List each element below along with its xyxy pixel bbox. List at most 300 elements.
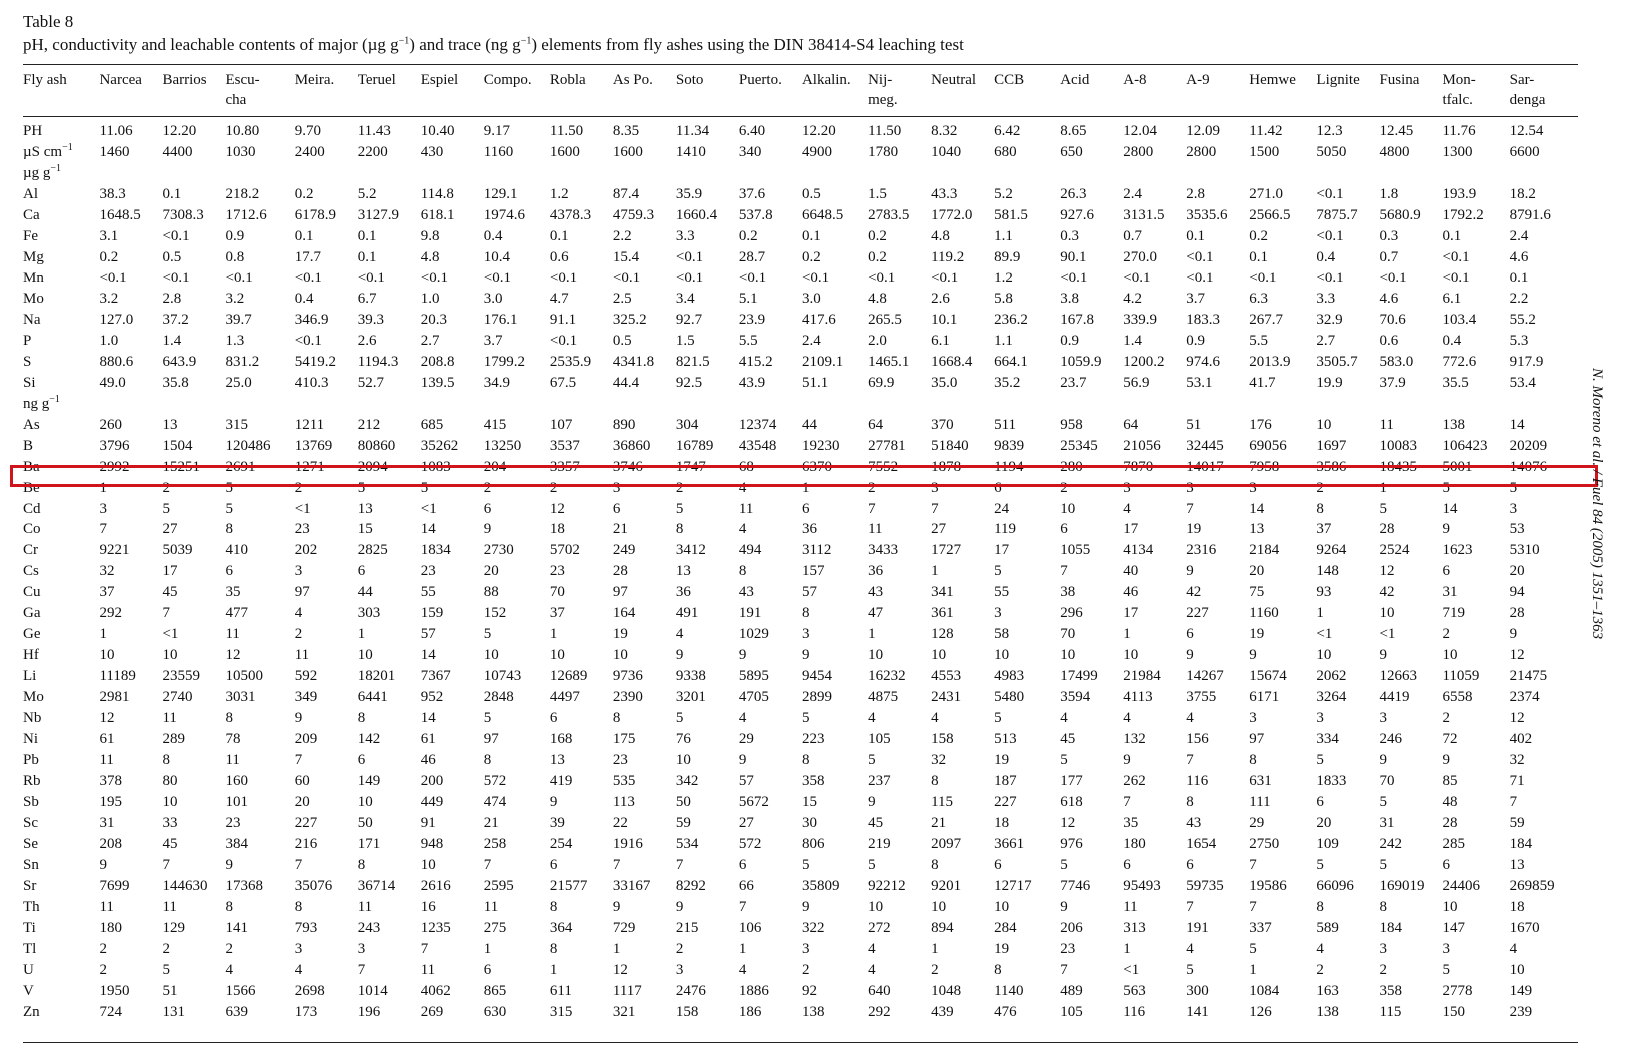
table-cell: 4 [1123, 500, 1131, 517]
table-cell: 0.9 [1060, 332, 1079, 349]
table-cell: 4900 [801, 143, 832, 160]
table-cell: 12 [549, 500, 565, 517]
table-cell: 3.3 [1316, 290, 1336, 307]
table-cell: 149 [357, 773, 381, 790]
table-cell: 14076 [1509, 458, 1548, 475]
table-cell: 173 [294, 1003, 318, 1020]
table-cell: <0.1 [549, 332, 578, 349]
table-cell: 581.5 [994, 206, 1028, 223]
row-label: Rb [23, 773, 41, 790]
table-cell: 337 [1249, 919, 1272, 936]
table-cell: 11 [99, 898, 114, 915]
table-cell: 127.0 [99, 311, 134, 328]
table-cell: 191 [1186, 919, 1209, 936]
table-cell: 9 [483, 521, 492, 538]
table-cell: 9 [1442, 521, 1450, 538]
table-cell: 1140 [994, 982, 1024, 999]
table-cell: 7 [162, 605, 170, 622]
table-cell: 3 [1379, 710, 1387, 727]
table-cell: 958 [1060, 416, 1083, 433]
table-cell: 384 [225, 836, 248, 852]
table-cell: 262 [1123, 773, 1146, 790]
table-cell: 101 [225, 794, 248, 811]
table-cell: 7 [1186, 500, 1194, 517]
table-cell: 9 [801, 647, 810, 664]
table-cell: 358 [1379, 982, 1402, 999]
table-cell: 2 [675, 940, 684, 957]
table-cell: 12 [1060, 815, 1076, 832]
table-cell: <1 [162, 626, 179, 643]
table-cell: 477 [225, 605, 248, 622]
table-cell: 5.3 [1509, 332, 1529, 349]
table-cell: 410.3 [294, 374, 329, 391]
table-cell: 4983 [994, 668, 1025, 685]
table-cell: 5.1 [738, 290, 758, 307]
table-cell: 11 [1379, 416, 1394, 433]
table-cell: 18.2 [1509, 185, 1536, 202]
table-cell: 142 [357, 731, 381, 748]
table-cell: 5 [162, 961, 170, 978]
table-cell: 70 [1060, 626, 1076, 643]
table-cell: 0.1 [1186, 227, 1205, 244]
table-cell: 10 [357, 794, 373, 811]
table-cell: 11.42 [1249, 123, 1283, 139]
table-cell: 439 [931, 1003, 954, 1020]
table-cell: 1 [99, 626, 107, 643]
table-cell: <0.1 [1123, 269, 1151, 286]
row-label: Tl [23, 940, 37, 957]
table-cell: 2 [931, 961, 939, 978]
table-cell: 4 [738, 710, 747, 727]
table-cell: 9 [1186, 647, 1194, 664]
table-cell: 10 [612, 647, 628, 664]
section-header-row [23, 163, 1578, 184]
table-cell: 39.7 [225, 311, 252, 328]
table-cell: 0.2 [294, 185, 314, 202]
table-cell: 37.6 [738, 185, 766, 202]
table-cell: 4378.3 [549, 206, 592, 223]
table-cell: 410 [225, 542, 248, 559]
table-cell: 1.1 [994, 227, 1013, 244]
table-cell: 16 [420, 898, 436, 915]
table-cell: 361 [931, 605, 954, 622]
table-cell: 9 [612, 898, 621, 915]
table-row [23, 310, 1578, 331]
table-cell: 176.1 [483, 311, 518, 328]
table-cell: 9 [738, 752, 747, 769]
table-cell: 1030 [225, 143, 256, 160]
table-cell: 2400 [294, 143, 325, 160]
table-cell: 1160 [483, 143, 514, 160]
table-cell: 304 [675, 416, 699, 433]
table-cell: 3586 [1316, 458, 1347, 475]
table-cell: 4 [1186, 940, 1194, 957]
column-header: Sar- denga [1509, 72, 1546, 108]
table-cell: 6 [357, 563, 366, 580]
table-row [23, 499, 1578, 520]
table-cell: 1504 [162, 437, 193, 454]
table-cell: 1712.6 [225, 206, 267, 223]
table-cell: 33 [162, 815, 178, 832]
table-cell: 2 [1316, 961, 1324, 978]
table-cell: 158 [675, 1003, 699, 1020]
data-table [23, 121, 1578, 1023]
table-cell: 3.2 [225, 290, 245, 307]
table-cell: 28 [612, 563, 628, 580]
table-cell: 23 [294, 521, 310, 538]
table-cell: 976 [1060, 836, 1083, 852]
column-header: Compo. [483, 72, 532, 88]
table-cell: 208.8 [420, 353, 455, 370]
table-cell: 6370 [801, 458, 832, 475]
table-cell: 42 [1186, 584, 1202, 601]
table-cell: 23 [549, 563, 565, 580]
table-cell: 0.5 [162, 248, 182, 265]
table-cell: 119.2 [931, 248, 965, 265]
table-cell: 8292 [675, 877, 706, 894]
table-cell: 3 [801, 940, 810, 957]
table-cell: 46 [420, 752, 436, 769]
table-cell: 342 [675, 773, 699, 790]
table-cell: 246 [1379, 731, 1402, 748]
row-label: Ba [23, 458, 40, 475]
table-cell: 17.7 [294, 248, 321, 265]
table-cell: <0.1 [1316, 227, 1344, 244]
table-cell: 3 [1186, 479, 1194, 496]
table-cell: 10 [994, 647, 1010, 664]
table-cell: 12.45 [1379, 123, 1414, 139]
table-cell: 36 [801, 521, 817, 538]
table-cell: 2 [162, 479, 170, 496]
table-row [23, 666, 1578, 687]
table-cell: 3 [612, 479, 621, 496]
table-cell: 1194 [994, 458, 1024, 475]
table-cell: 32 [1509, 752, 1525, 769]
table-cell: <0.1 [801, 269, 830, 286]
table-cell: 4.8 [931, 227, 950, 244]
table-cell: 3 [994, 605, 1002, 622]
table-cell: 5.5 [738, 332, 758, 349]
table-cell: 1654 [1186, 836, 1217, 852]
table-cell: 402 [1509, 731, 1533, 748]
table-cell: 2200 [357, 143, 388, 160]
column-header: A-8 [1123, 72, 1147, 88]
table-cell: 3 [675, 961, 684, 978]
table-cell: 37.9 [1379, 374, 1406, 391]
table-cell: 358 [801, 773, 825, 790]
table-cell: 8 [225, 710, 233, 727]
table-cell: 115 [1379, 1003, 1402, 1020]
table-cell: 2097 [931, 836, 962, 852]
table-cell: 6 [225, 563, 233, 580]
table-cell: 36860 [612, 437, 651, 454]
table-cell: 59 [1509, 815, 1525, 832]
table-cell: 89.9 [994, 248, 1021, 265]
table-cell: 19 [1186, 521, 1202, 538]
table-cell: 44 [801, 416, 817, 433]
table-cell: 0.9 [1186, 332, 1205, 349]
table-cell: 36714 [357, 877, 396, 894]
table-cell: 948 [420, 836, 444, 852]
table-cell: 15 [357, 521, 373, 538]
table-cell: 2.8 [1186, 185, 1205, 202]
table-cell: <1 [294, 500, 311, 517]
table-cell: 589 [1316, 919, 1339, 936]
table-cell: 0.7 [1379, 248, 1399, 265]
table-cell: 9 [1442, 752, 1450, 769]
table-cell: 227 [994, 794, 1017, 811]
table-cell: 0.6 [549, 248, 569, 265]
table-cell: 2 [294, 626, 303, 643]
table-cell: 270.0 [1123, 248, 1157, 265]
table-cell: 8 [225, 898, 233, 915]
table-cell: <0.1 [675, 248, 704, 265]
table-cell: 0.1 [1249, 248, 1269, 265]
table-cell: 3201 [675, 689, 706, 706]
table-cell: 315 [225, 416, 248, 433]
table-cell: 4 [1186, 710, 1194, 727]
table-cell: <0.1 [162, 227, 190, 244]
row-label: Ge [23, 626, 41, 643]
table-cell: 5 [1060, 752, 1068, 769]
table-row [23, 645, 1578, 666]
table-cell: 2778 [1442, 982, 1473, 999]
table-cell: 7746 [1060, 877, 1091, 894]
table-cell: 6441 [357, 689, 388, 706]
table-cell: 5 [1316, 856, 1324, 873]
table-cell: 1648.5 [99, 206, 141, 223]
table-cell: 20 [1249, 563, 1265, 580]
table-cell: 57 [801, 584, 817, 601]
table-cell: 1.4 [162, 332, 182, 349]
table-cell: 280 [1060, 458, 1083, 475]
table-cell: 1792.2 [1442, 206, 1484, 223]
table-cell: 35 [1123, 815, 1139, 832]
table-row [23, 834, 1578, 855]
table-cell: 1886 [738, 982, 769, 999]
table-cell: 160 [225, 773, 248, 790]
table-cell: 8 [1316, 898, 1324, 915]
table-cell: 7699 [99, 877, 130, 894]
table-cell: 1 [1379, 479, 1387, 496]
table-cell: 20 [1509, 563, 1525, 580]
table-cell: 0.1 [162, 185, 182, 202]
table-cell: 15 [801, 794, 817, 811]
table-cell: 11 [1123, 898, 1138, 915]
table-cell: 91.1 [549, 311, 577, 328]
row-label: B [23, 437, 34, 454]
row-label: Be [23, 479, 40, 496]
table-cell: 38.3 [99, 185, 126, 202]
table-cell: 1 [801, 479, 810, 496]
table-row [23, 729, 1578, 750]
table-cell: 592 [294, 668, 318, 685]
column-header: A-9 [1186, 72, 1210, 88]
table-cell: 12374 [738, 416, 777, 433]
row-label: Ti [23, 919, 36, 936]
table-cell: 6171 [1249, 689, 1280, 706]
table-cell: 1 [1249, 961, 1257, 978]
row-label: Fe [23, 227, 38, 244]
table-cell: 14 [1442, 500, 1458, 517]
table-cell: 5 [1316, 752, 1324, 769]
table-cell: 9201 [931, 877, 962, 894]
table-cell: 138 [1442, 416, 1465, 433]
table-cell: 0.2 [868, 227, 887, 244]
table-cell: 19.9 [1316, 374, 1343, 391]
table-cell: 35.0 [931, 374, 958, 391]
table-cell: 5 [420, 479, 429, 496]
table-cell: 10.1 [931, 311, 958, 328]
table-cell: 0.4 [1442, 332, 1462, 349]
table-cell: 7 [483, 856, 492, 873]
table-cell: 269 [420, 1003, 444, 1020]
table-cell: 11.50 [868, 123, 902, 139]
table-cell: 9 [1379, 752, 1387, 769]
table-cell: 292 [99, 605, 122, 622]
table-cell: 12.54 [1509, 123, 1544, 139]
table-cell: 489 [1060, 982, 1083, 999]
table-cell: 2992 [99, 458, 130, 475]
table-cell: <0.1 [1316, 185, 1344, 202]
table-cell: 94 [1509, 584, 1525, 601]
table-cell: 3 [1316, 710, 1324, 727]
table-cell: 1668.4 [931, 353, 973, 370]
table-cell: 14 [1509, 416, 1525, 433]
table-cell: 5039 [162, 542, 193, 559]
table-cell: 3357 [549, 458, 580, 475]
table-cell: 39.3 [357, 311, 384, 328]
table-cell: 53.4 [1509, 374, 1536, 391]
row-label: Mn [23, 269, 44, 286]
table-cell: <0.1 [420, 269, 448, 286]
table-cell: 0.1 [1509, 269, 1529, 286]
table-cell: 1200.2 [1123, 353, 1165, 370]
table-cell: 212 [357, 416, 381, 433]
table-cell: 378 [99, 773, 122, 790]
table-cell: 8 [1186, 794, 1194, 811]
table-cell: 57 [738, 773, 754, 790]
table-cell: 4705 [738, 689, 769, 706]
table-cell: 0.5 [801, 185, 821, 202]
table-cell: 1059.9 [1060, 353, 1102, 370]
table-cell: 643.9 [162, 353, 197, 370]
table-cell: 793 [294, 919, 318, 936]
table-cell: 1697 [1316, 437, 1347, 454]
column-header: Narcea [99, 72, 142, 88]
table-cell: 4.6 [1379, 290, 1399, 307]
table-cell: 138 [1316, 1003, 1339, 1020]
table-cell: 917.9 [1509, 353, 1544, 370]
table-cell: 113 [612, 794, 635, 811]
table-cell: 1300 [1442, 143, 1473, 160]
table-cell: 2800 [1123, 143, 1154, 160]
column-header: Fusina [1379, 72, 1420, 88]
table-cell: 7 [675, 856, 684, 873]
table-cell: 144630 [162, 877, 208, 894]
table-cell: 1083 [420, 458, 451, 475]
table-cell: 631 [1249, 773, 1272, 790]
row-label: As [23, 416, 40, 433]
table-cell: 1950 [99, 982, 130, 999]
table-cell: 7 [1249, 898, 1257, 915]
table-cell: 2899 [801, 689, 832, 706]
table-cell: 7958 [1249, 458, 1280, 475]
table-cell: 7 [294, 856, 303, 873]
table-cell: 5 [994, 563, 1002, 580]
table-cell: <0.1 [162, 269, 190, 286]
table-cell: 35.8 [162, 374, 189, 391]
table-cell: 20.3 [420, 311, 447, 328]
table-cell: 14 [1249, 500, 1265, 517]
table-cell: 5419.2 [294, 353, 336, 370]
table-cell: 147 [1442, 919, 1465, 936]
table-cell: 10 [357, 647, 373, 664]
table-cell: 1 [99, 479, 107, 496]
table-cell: 1878 [931, 458, 962, 475]
table-cell: 3.7 [1186, 290, 1205, 307]
table-cell: 6 [1186, 626, 1194, 643]
table-cell: 271.0 [1249, 185, 1284, 202]
table-cell: 49.0 [99, 374, 126, 391]
table-cell: 43 [868, 584, 884, 601]
table-cell: 1.4 [1123, 332, 1142, 349]
table-cell: 1974.6 [483, 206, 525, 223]
table-cell: 12663 [1379, 668, 1417, 685]
table-cell: 5 [1249, 940, 1257, 957]
table-cell: 5 [868, 856, 876, 873]
table-cell: 1 [549, 626, 558, 643]
table-cell: 25345 [1060, 437, 1098, 454]
table-cell: 8 [738, 563, 747, 580]
table-cell: 563 [1123, 982, 1146, 999]
table-cell: 2.5 [612, 290, 632, 307]
table-cell: 12 [612, 961, 628, 978]
table-cell: 1 [483, 940, 492, 957]
table-cell: 10 [1316, 647, 1332, 664]
column-header: Lignite [1316, 72, 1360, 88]
table-cell: 28.7 [738, 248, 766, 265]
table-cell: 254 [549, 836, 573, 852]
table-cell: 284 [994, 919, 1017, 936]
table-cell: 97 [294, 584, 310, 601]
table-cell: 29 [1249, 815, 1265, 832]
column-header: Robla [549, 72, 586, 88]
row-label: Cu [23, 584, 41, 601]
table-cell: 640 [868, 982, 891, 999]
table-cell: 2616 [420, 877, 451, 894]
table-cell: 9 [868, 794, 876, 811]
table-cell: 5 [357, 479, 366, 496]
table-cell: 265.5 [868, 311, 902, 328]
table-cell: 1670 [1509, 919, 1540, 936]
table-row [23, 792, 1578, 813]
table-row [23, 331, 1578, 352]
table-cell: 180 [1123, 836, 1146, 852]
table-cell: 5.2 [357, 185, 377, 202]
table-cell: 1.5 [868, 185, 887, 202]
table-cell: 18 [994, 815, 1010, 832]
table-cell: 5 [1379, 794, 1387, 811]
column-header: Hemwe [1249, 72, 1296, 88]
row-label: Sb [23, 794, 39, 811]
table-cell: 243 [357, 919, 381, 936]
table-cell: 2566.5 [1249, 206, 1291, 223]
table-cell: 61 [99, 731, 115, 748]
table-cell: 5 [868, 752, 876, 769]
table-cell: 5480 [994, 689, 1025, 706]
table-cell: 11 [162, 898, 177, 915]
